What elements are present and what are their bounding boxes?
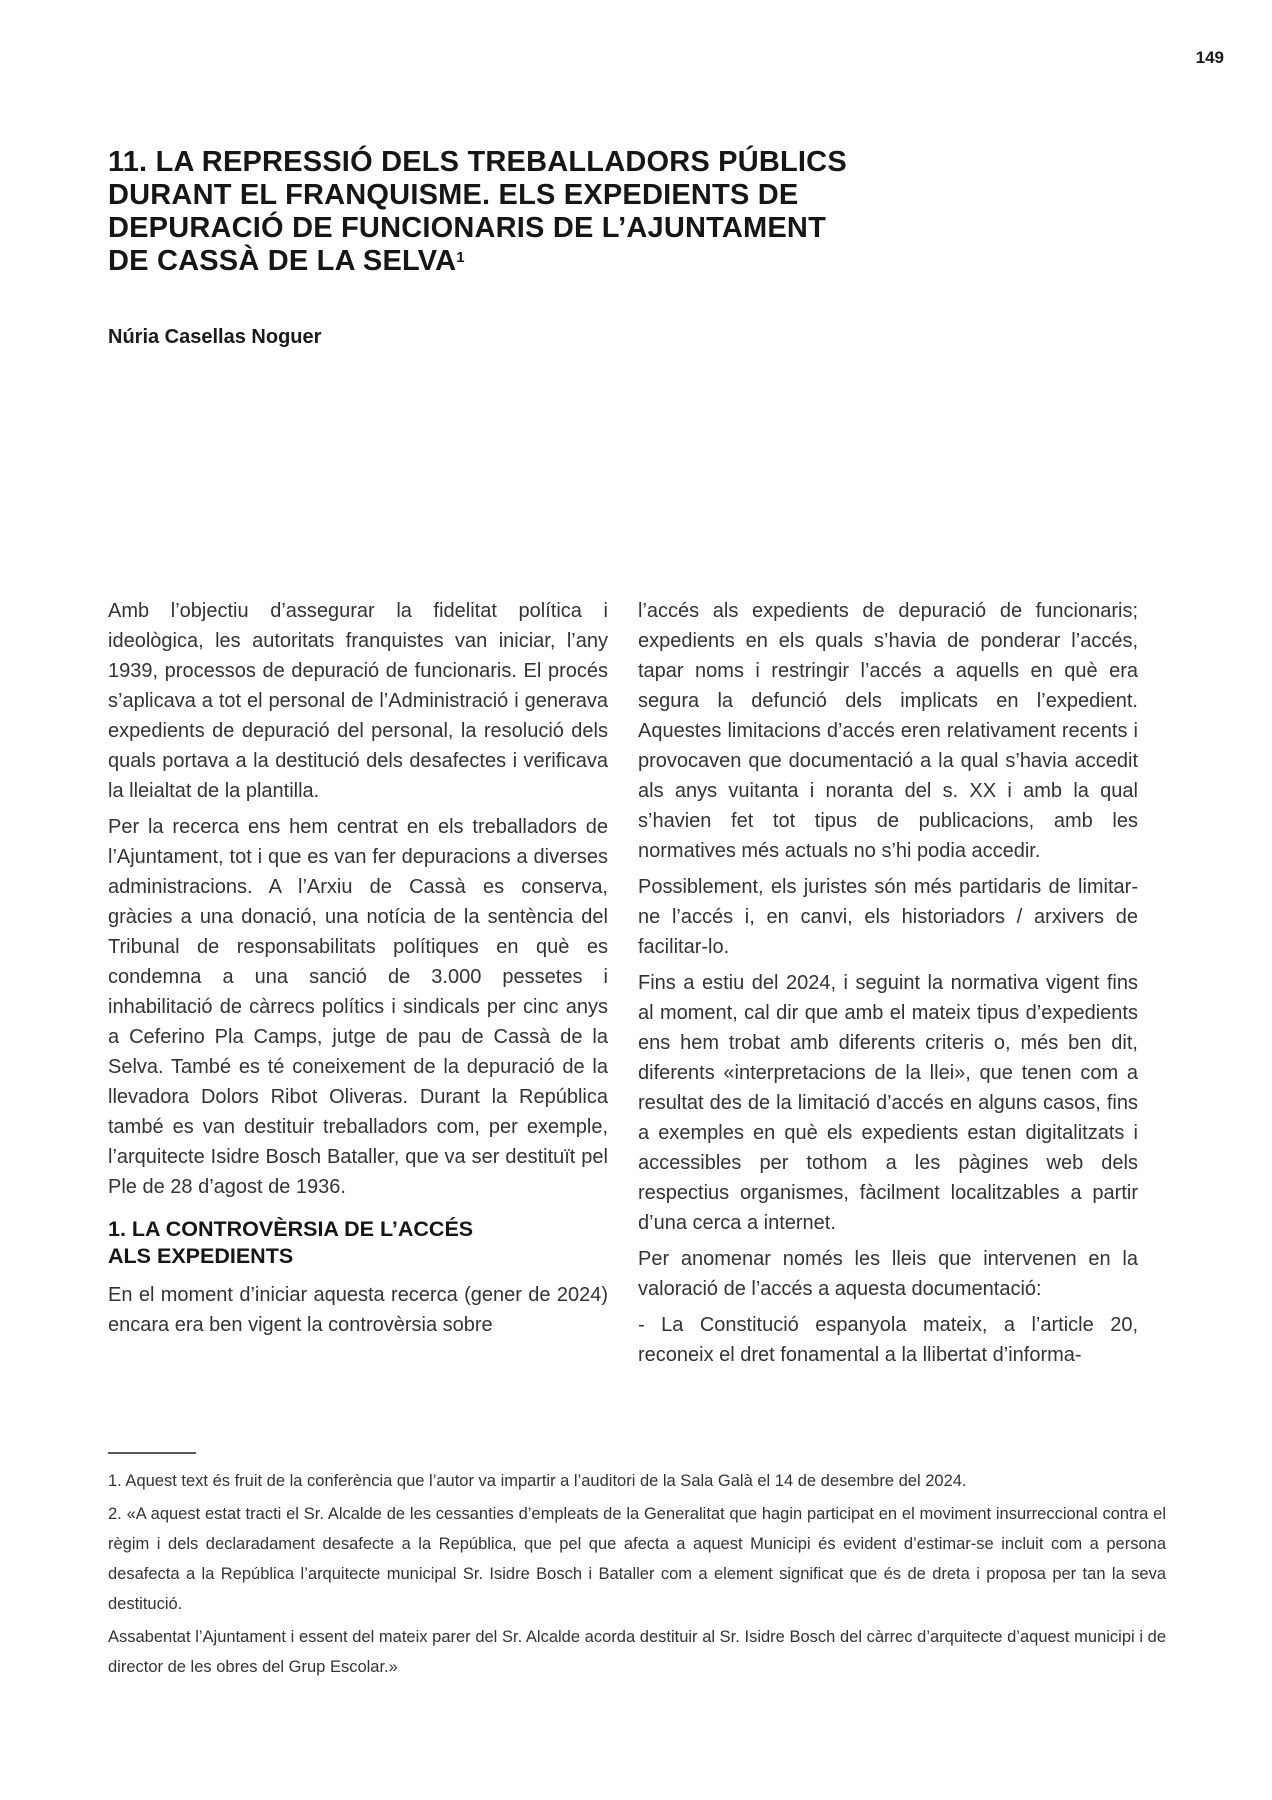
paragraph: Amb l’objectiu d’assegurar la fidelitat política i ideològica, les autoritats franquistes van iniciar, l’any 1939, processos de depuració de funcionaris. El procés s’aplicava a tot el personal de l’Administració i generava expedients de depuració del personal, la resolució dels quals portava a la destitució dels desafectes i verificava la lleialtat de la plantilla.	[108, 600, 608, 802]
paragraph: En el moment d’iniciar aquesta recerca (gener de 2024) encara era ben vigent la controvèrsia sobre	[108, 1284, 608, 1336]
chapter-title-line	[108, 245, 847, 278]
footnote-item: 2. «A aquest estat tracti el Sr. Alcalde de les cessanties d’empleats de la Generalitat que hagin participat en el moviment insurreccional contra el règim i dels declaradament desafecte a la República, que pel que afecta a aquest Municipi és evident d’estimar-se incluit com a persona desafecta a la República l’arquitecte municipal Sr. Isidre Bosch i Bataller com a element significat que és de dreta i proposa per tan la seva destitució.	[108, 1505, 1166, 1613]
body-columns	[108, 596, 1138, 1376]
section-heading	[108, 1216, 608, 1270]
author-name: Núria Casellas Noguer	[108, 326, 322, 348]
chapter-title-line: DURANT EL FRANQUISME. ELS EXPEDIENTS DE	[108, 179, 799, 211]
chapter-title-line: 11. LA REPRESSIÓ DELS TREBALLADORS PÚBLICS	[108, 146, 847, 178]
chapter-title-line-text: DE CASSÀ DE LA SELVA	[108, 245, 457, 277]
page-number: 149	[1195, 48, 1224, 67]
section-heading-line: 1. LA CONTROVÈRSIA DE L’ACCÉS	[108, 1217, 474, 1241]
paragraph: Per anomenar només les lleis que intervenen en la valoració de l’accés a aquesta documentació:	[638, 1248, 1138, 1300]
paragraph: - La Constitució espanyola mateix, a l’article 20, reconeix el dret fonamental a la llibertat d’informa-	[638, 1314, 1138, 1366]
footnotes-section	[108, 1452, 1166, 1685]
paragraph: Fins a estiu del 2024, i seguint la normativa vigent fins al moment, cal dir que amb el mateix tipus d’expedients ens hem trobat amb diferents criteris o, més ben dit, diferents «interpretacions de la llei», que tenen com a resultat des de la limitació d’accés en alguns casos, fins a exemples en què els expedients estan digitalitzats i accessibles per tothom a les pàgines web dels respectius organismes, fàcilment localitzables a partir d’una cerca a internet.	[638, 972, 1138, 1234]
footnote-item: 1. Aquest text és fruit de la conferència que l’autor va impartir a l’auditori de la Sala Galà el 14 de desembre del 2024.	[108, 1472, 967, 1490]
chapter-title-line: DEPURACIÓ DE FUNCIONARIS DE L’AJUNTAMENT	[108, 212, 826, 244]
footnote-item: Assabentat l’Ajuntament i essent del mateix parer del Sr. Alcalde acorda destituir al Sr. Isidre Bosch del càrrec d’arquitecte d’aquest municipi i de director de les obres del Grup Escolar.»	[108, 1628, 1166, 1676]
chapter-title	[108, 146, 847, 278]
footnote-reference-marker: 1	[456, 249, 465, 266]
paragraph: l’accés als expedients de depuració de funcionaris; expedients en els quals s’havia de ponderar l’accés, tapar noms i restringir l’accés a aquells en què era segura la defunció dels implicats en l’expedient. Aquestes limitacions d’accés eren relativament recents i provocaven que documentació a la qual s’havia accedit als anys vuitanta i noranta del s. XX i amb la qual s’havien fet tot tipus de publicacions, amb les normatives més actuals no s’hi podia accedir.	[638, 600, 1138, 862]
body-left-column	[108, 596, 608, 1376]
section-heading-line: ALS EXPEDIENTS	[108, 1244, 294, 1268]
footnotes-divider	[108, 1452, 196, 1454]
paragraph: Per la recerca ens hem centrat en els treballadors de l’Ajuntament, tot i que es van fer depuracions a diverses administracions. A l’Arxiu de Cassà es conserva, gràcies a una donació, una notícia de la sentència del Tribunal de responsabilitats polítiques en què es condemna a una sanció de 3.000 pessetes i inhabilitació de càrrecs polítics i sindicals per cinc anys a Ceferino Pla Camps, jutge de pau de Cassà de la Selva. També es té coneixement de la depuració de la llevadora Dolors Ribot Oliveras. Durant la República també es van destituir treballadors com, per exemple, l’arquitecte Isidre Bosch Bataller, que va ser destituït pel Ple de 28 d’agost de 1936.	[108, 816, 608, 1198]
body-right-column	[638, 596, 1138, 1376]
paragraph: Possiblement, els juristes són més partidaris de limitar-ne l’accés i, en canvi, els historiadors / arxivers de facilitar-lo.	[638, 876, 1138, 958]
